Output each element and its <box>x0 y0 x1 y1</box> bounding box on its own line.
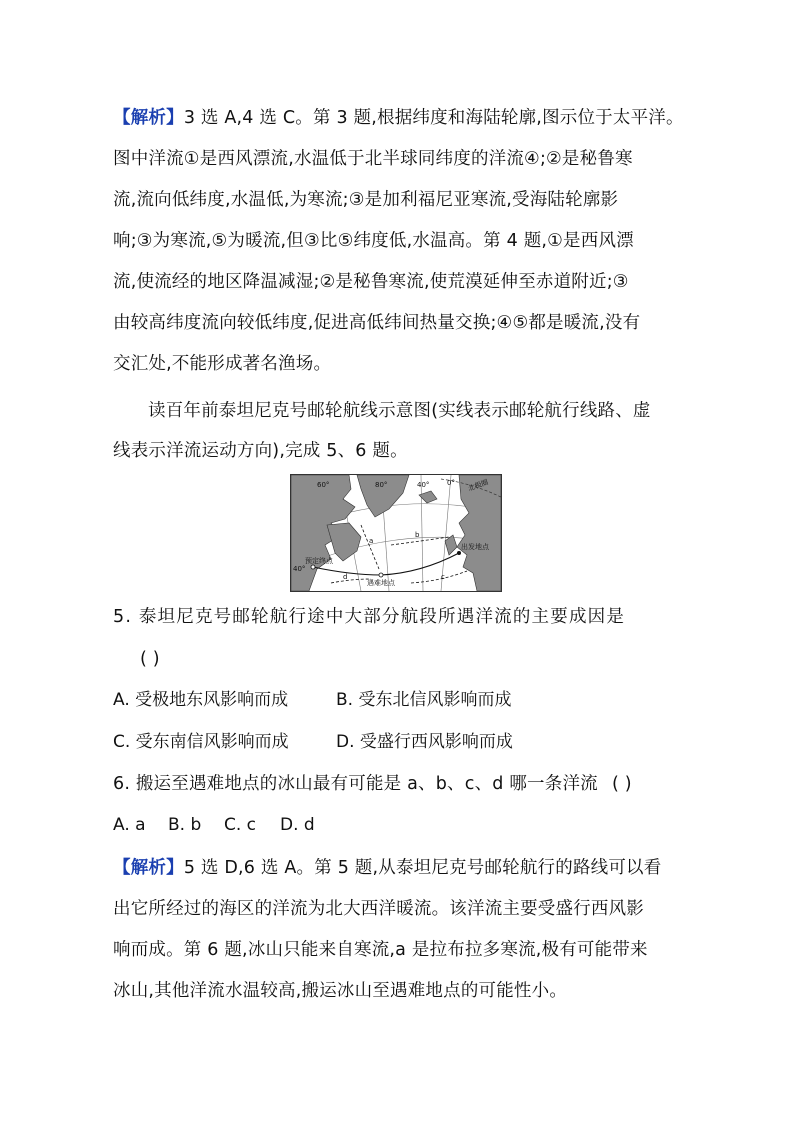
label-departure: 出发地点 <box>461 543 489 551</box>
departure-point <box>457 551 461 555</box>
analysis-1-line-1: 【解析】3 选 A,4 选 C。第 3 题,根据纬度和海陆轮廓,图示位于太平洋。 <box>113 108 684 128</box>
q5-option-b: B. 受东北信风影响而成 <box>336 690 512 710</box>
q5-option-a: A. 受极地东风影响而成 <box>113 690 289 710</box>
q5-option-d: D. 受盛行西风影响而成 <box>336 732 513 752</box>
label-lon60: 60° <box>317 481 330 489</box>
label-current-a: a <box>369 537 374 545</box>
q6-option-d: D. d <box>280 815 315 835</box>
analysis-1-line-4: 响;③为寒流,⑤为暖流,但③比⑤纬度低,水温高。第 4 题,①是西风漂 <box>113 231 634 251</box>
q6-option-b: B. b <box>168 815 202 835</box>
q6-option-c: C. c <box>224 815 257 835</box>
label-current-d: d <box>343 573 348 581</box>
analysis-2-line-3: 响而成。第 6 题,冰山只能来自寒流,a 是拉布拉多寒流,极有可能带来 <box>113 940 648 960</box>
analysis-tag-2: 【解析】 <box>113 858 184 878</box>
analysis-tag: 【解析】 <box>113 108 184 128</box>
analysis-1-line-3: 流,流向低纬度,水温低,为寒流;③是加利福尼亚寒流,受海陆轮廓影 <box>113 190 619 210</box>
label-planned-end: 预定终点 <box>305 557 333 565</box>
analysis-1-line-5: 流,使流经的地区降温减湿;②是秘鲁寒流,使荒漠延伸至赤道附近;③ <box>113 272 629 292</box>
analysis-1-line-6: 由较高纬度流向较低纬度,促进高低纬间热量交换;④⑤都是暖流,没有 <box>113 313 641 333</box>
label-arctic: 北极圈 <box>466 478 490 493</box>
analysis-2-line-4: 冰山,其他洋流水温较高,搬运冰山至遇难地点的可能性小。 <box>113 981 568 1001</box>
label-lon40: 40° <box>417 481 430 489</box>
q6-bracket: ( ) <box>612 774 632 794</box>
map-svg <box>291 475 501 591</box>
q5-option-c: C. 受东南信风影响而成 <box>113 732 289 752</box>
label-wreck-site: 遇难地点 <box>367 579 395 587</box>
titanic-route-map <box>290 474 502 592</box>
label-lon80: 80° <box>375 481 388 489</box>
intro-line-1: 读百年前泰坦尼克号邮轮航线示意图(实线表示邮轮航行线路、虚 <box>148 401 651 421</box>
analysis-2-line-2: 出它所经过的海区的洋流为北大西洋暖流。该洋流主要受盛行西风影 <box>113 899 644 919</box>
label-lat40: 40° <box>293 565 306 573</box>
label-lon0: 0° <box>447 479 455 487</box>
analysis-2-line-1: 【解析】5 选 D,6 选 A。第 5 题,从泰坦尼克号邮轮航行的路线可以看 <box>113 858 662 878</box>
planned-end-point <box>311 565 315 569</box>
q6-option-a: A. a <box>113 815 146 835</box>
q6-stem: 6. 搬运至遇难地点的冰山最有可能是 a、b、c、d 哪一条洋流 <box>113 774 598 794</box>
intro-line-2: 线表示洋流运动方向),完成 5、6 题。 <box>113 441 408 461</box>
q5-bracket: ( ) <box>140 649 160 669</box>
label-current-c: c <box>441 573 445 581</box>
label-current-b: b <box>415 531 420 539</box>
analysis-1-line-7: 交汇处,不能形成著名渔场。 <box>113 354 332 374</box>
analysis-1-line-2: 图中洋流①是西风漂流,水温低于北半球同纬度的洋流④;②是秘鲁寒 <box>113 149 633 169</box>
q5-stem: 5. 泰坦尼克号邮轮航行途中大部分航段所遇洋流的主要成因是 <box>113 607 626 627</box>
wreck-point <box>379 573 383 577</box>
